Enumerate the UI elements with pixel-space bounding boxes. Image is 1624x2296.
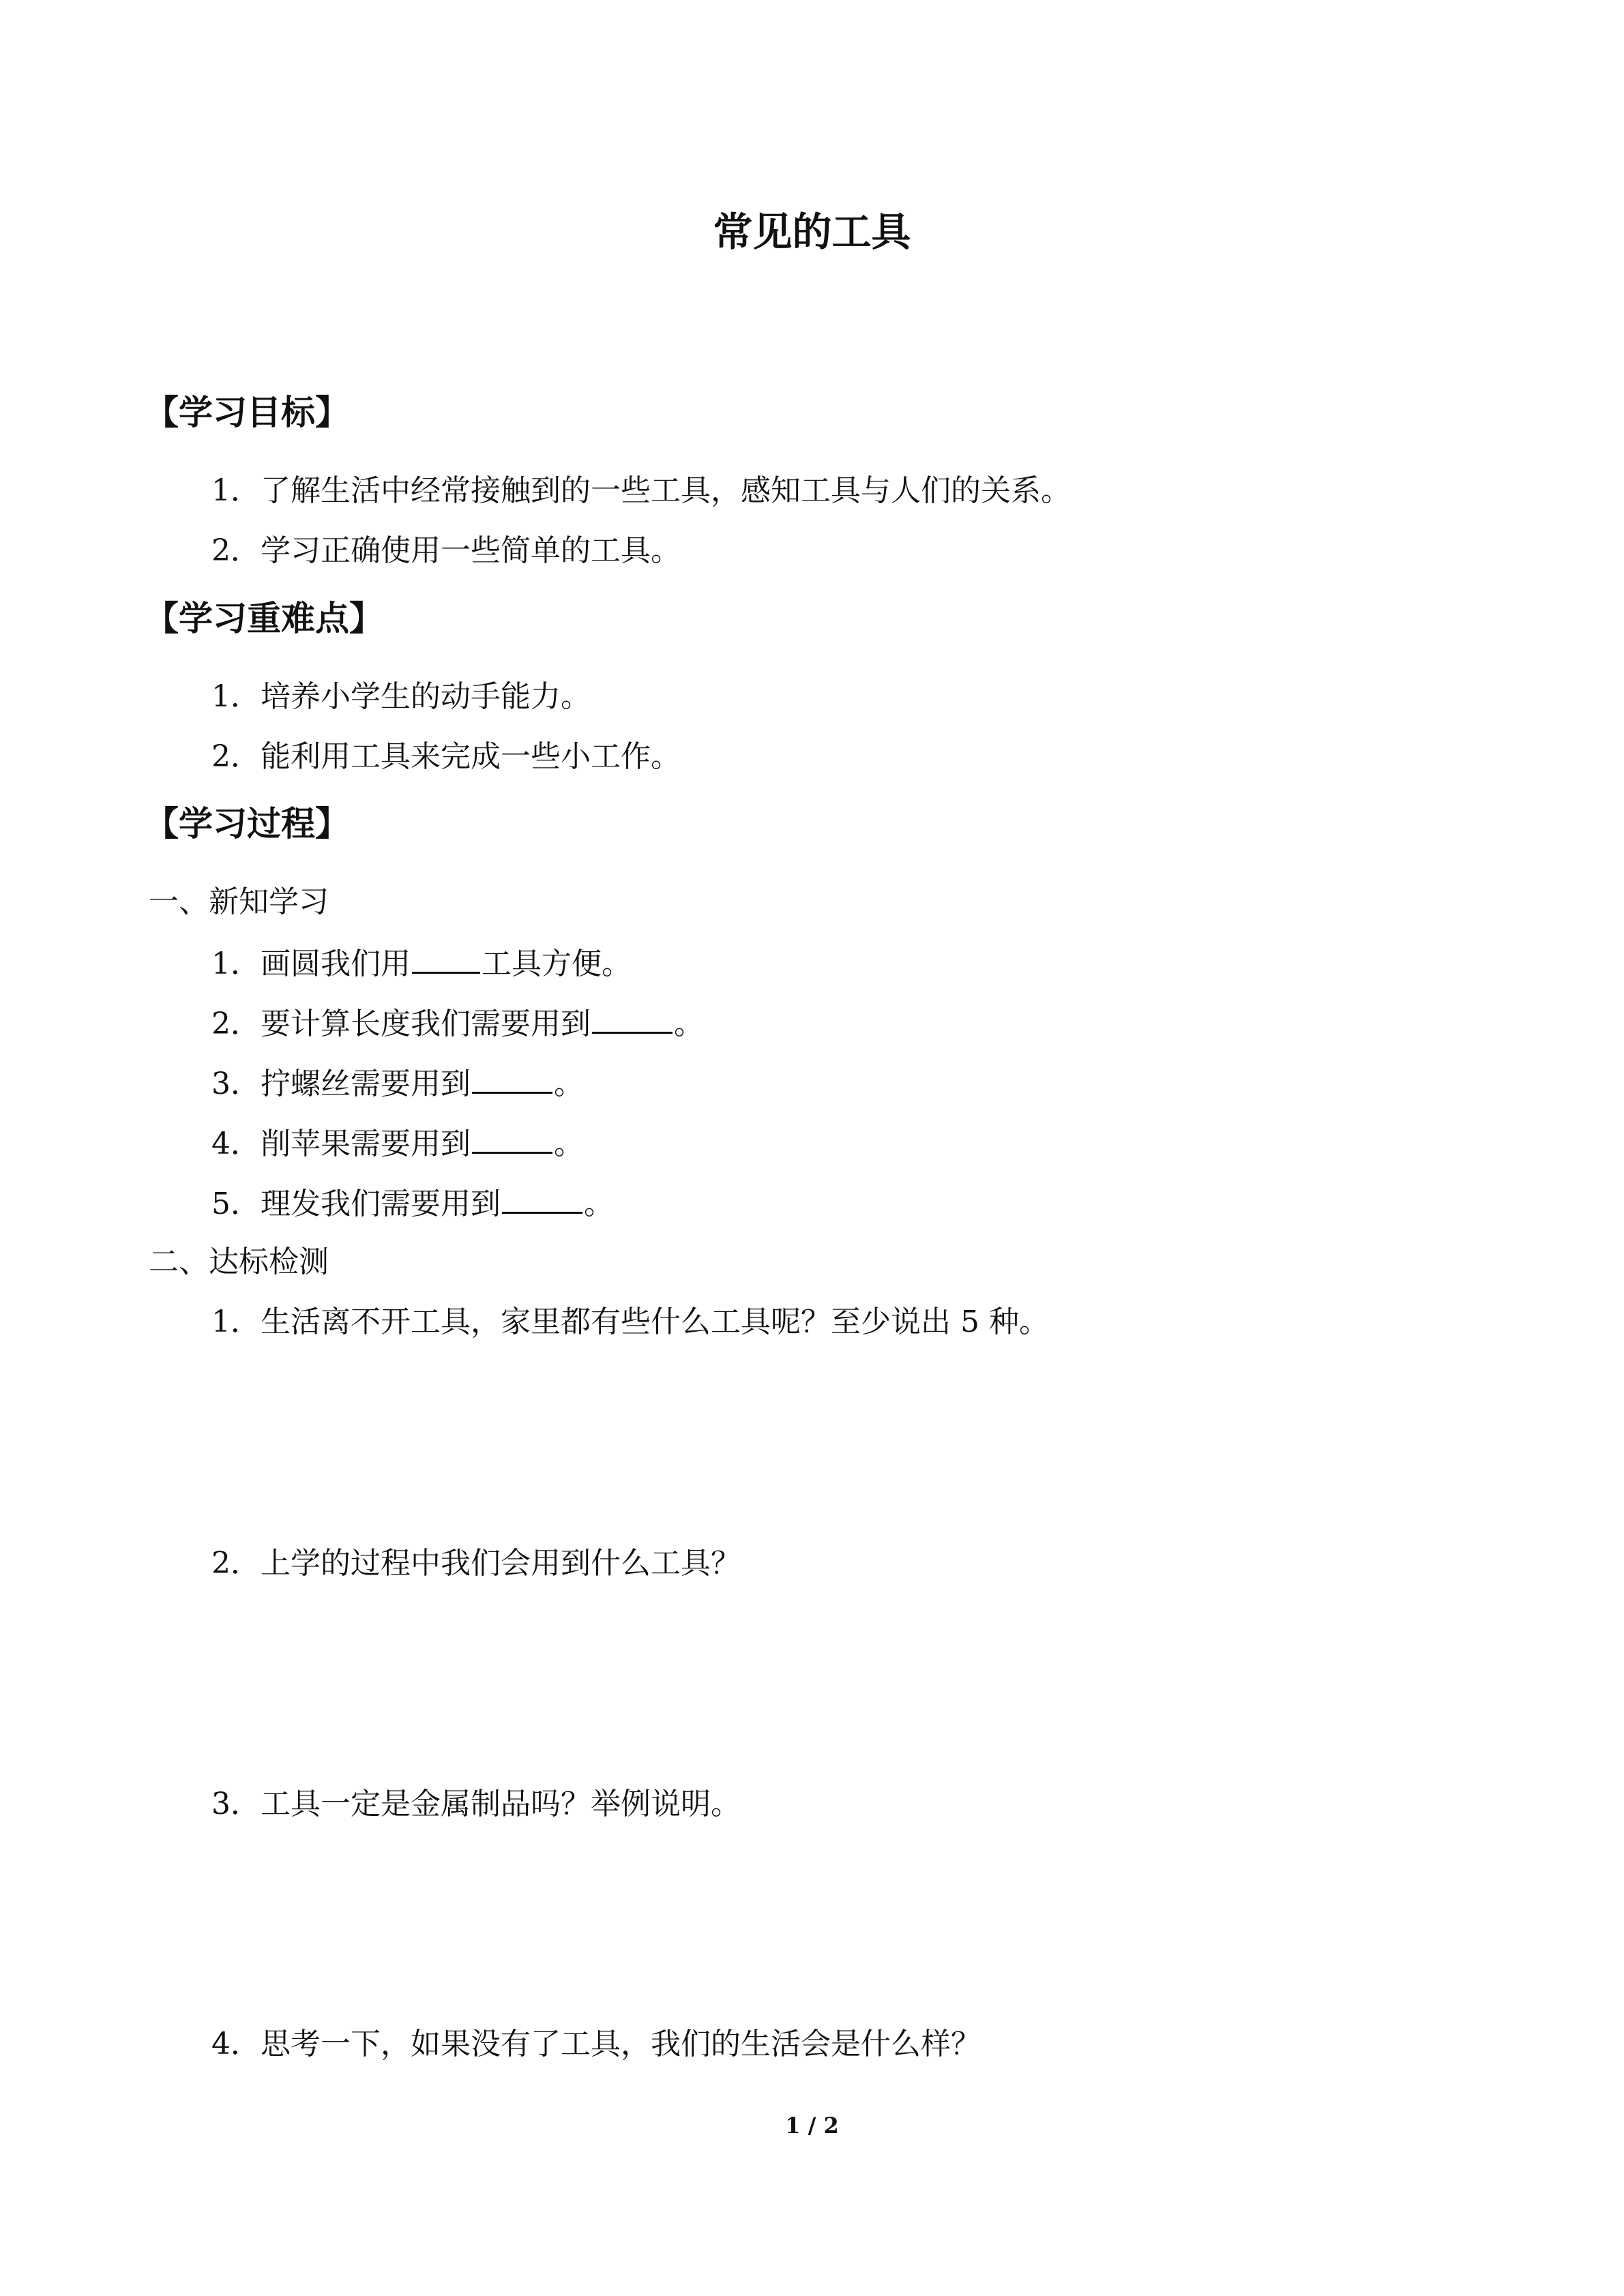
answer-blank[interactable] xyxy=(412,942,480,974)
item-text-before: 画圆我们用 xyxy=(261,946,411,981)
item-number: 2． xyxy=(211,739,261,774)
part-label-assessment: 二、达标检测 xyxy=(149,1244,329,1279)
key-point-item-2 xyxy=(211,736,681,777)
item-number: 4． xyxy=(211,2027,261,2061)
fill-blank-item-4 xyxy=(211,1122,584,1165)
fill-blank-item-1 xyxy=(211,942,632,985)
page-title: 常见的工具 xyxy=(713,209,911,255)
item-text-before: 要计算长度我们需要用到 xyxy=(261,1007,591,1041)
item-number: 5． xyxy=(211,1187,261,1221)
item-text: 了解生活中经常接触到的一些工具，感知工具与人们的关系。 xyxy=(261,473,1071,508)
goal-item-2 xyxy=(211,531,681,571)
item-text: 培养小学生的动手能力。 xyxy=(261,679,591,714)
question-item-3 xyxy=(211,1784,741,1825)
item-text-after: 。 xyxy=(584,1187,614,1221)
item-number: 1． xyxy=(211,1304,261,1339)
item-number: 1． xyxy=(211,473,261,508)
item-text-after: 。 xyxy=(554,1127,584,1161)
item-text-before: 拧螺丝需要用到 xyxy=(261,1067,471,1101)
item-text-before: 理发我们需要用到 xyxy=(261,1187,501,1221)
item-text: 能利用工具来完成一些小工作。 xyxy=(261,739,681,774)
item-text-before: 削苹果需要用到 xyxy=(261,1127,471,1161)
answer-blank[interactable] xyxy=(472,1062,552,1094)
item-number: 2． xyxy=(211,533,261,568)
item-text: 思考一下，如果没有了工具，我们的生活会是什么样？ xyxy=(261,2027,981,2061)
item-number: 3． xyxy=(211,1067,261,1101)
item-text: 生活离不开工具，家里都有些什么工具呢？至少说出 5 种。 xyxy=(261,1304,1049,1339)
answer-blank[interactable] xyxy=(592,1002,673,1034)
fill-blank-item-5 xyxy=(211,1182,614,1225)
key-point-item-1 xyxy=(211,676,591,717)
item-text: 上学的过程中我们会用到什么工具？ xyxy=(261,1546,741,1581)
question-item-1 xyxy=(211,1302,1049,1343)
item-number: 3． xyxy=(211,1787,261,1821)
fill-blank-item-2 xyxy=(211,1002,704,1045)
item-number: 1． xyxy=(211,946,261,981)
part-label-new-knowledge: 一、新知学习 xyxy=(149,884,329,919)
question-item-4 xyxy=(211,2024,981,2065)
section-heading-key-points: 【学习重难点】 xyxy=(145,599,383,638)
item-text-after: 。 xyxy=(554,1067,584,1101)
section-heading-process: 【学习过程】 xyxy=(145,804,349,844)
item-number: 2． xyxy=(211,1546,261,1581)
answer-blank[interactable] xyxy=(472,1122,552,1154)
page-number: 1 / 2 xyxy=(785,2113,839,2138)
item-number: 4． xyxy=(211,1127,261,1161)
item-number: 2． xyxy=(211,1007,261,1041)
item-text: 工具一定是金属制品吗？举例说明。 xyxy=(261,1787,741,1821)
answer-blank[interactable] xyxy=(502,1182,582,1214)
fill-blank-item-3 xyxy=(211,1062,584,1105)
goal-item-1 xyxy=(211,471,1071,511)
section-heading-goals: 【学习目标】 xyxy=(145,393,349,432)
question-item-2 xyxy=(211,1543,741,1584)
item-number: 1． xyxy=(211,679,261,714)
item-text: 学习正确使用一些简单的工具。 xyxy=(261,533,681,568)
item-text-after: 工具方便。 xyxy=(482,946,632,981)
item-text-after: 。 xyxy=(674,1007,704,1041)
